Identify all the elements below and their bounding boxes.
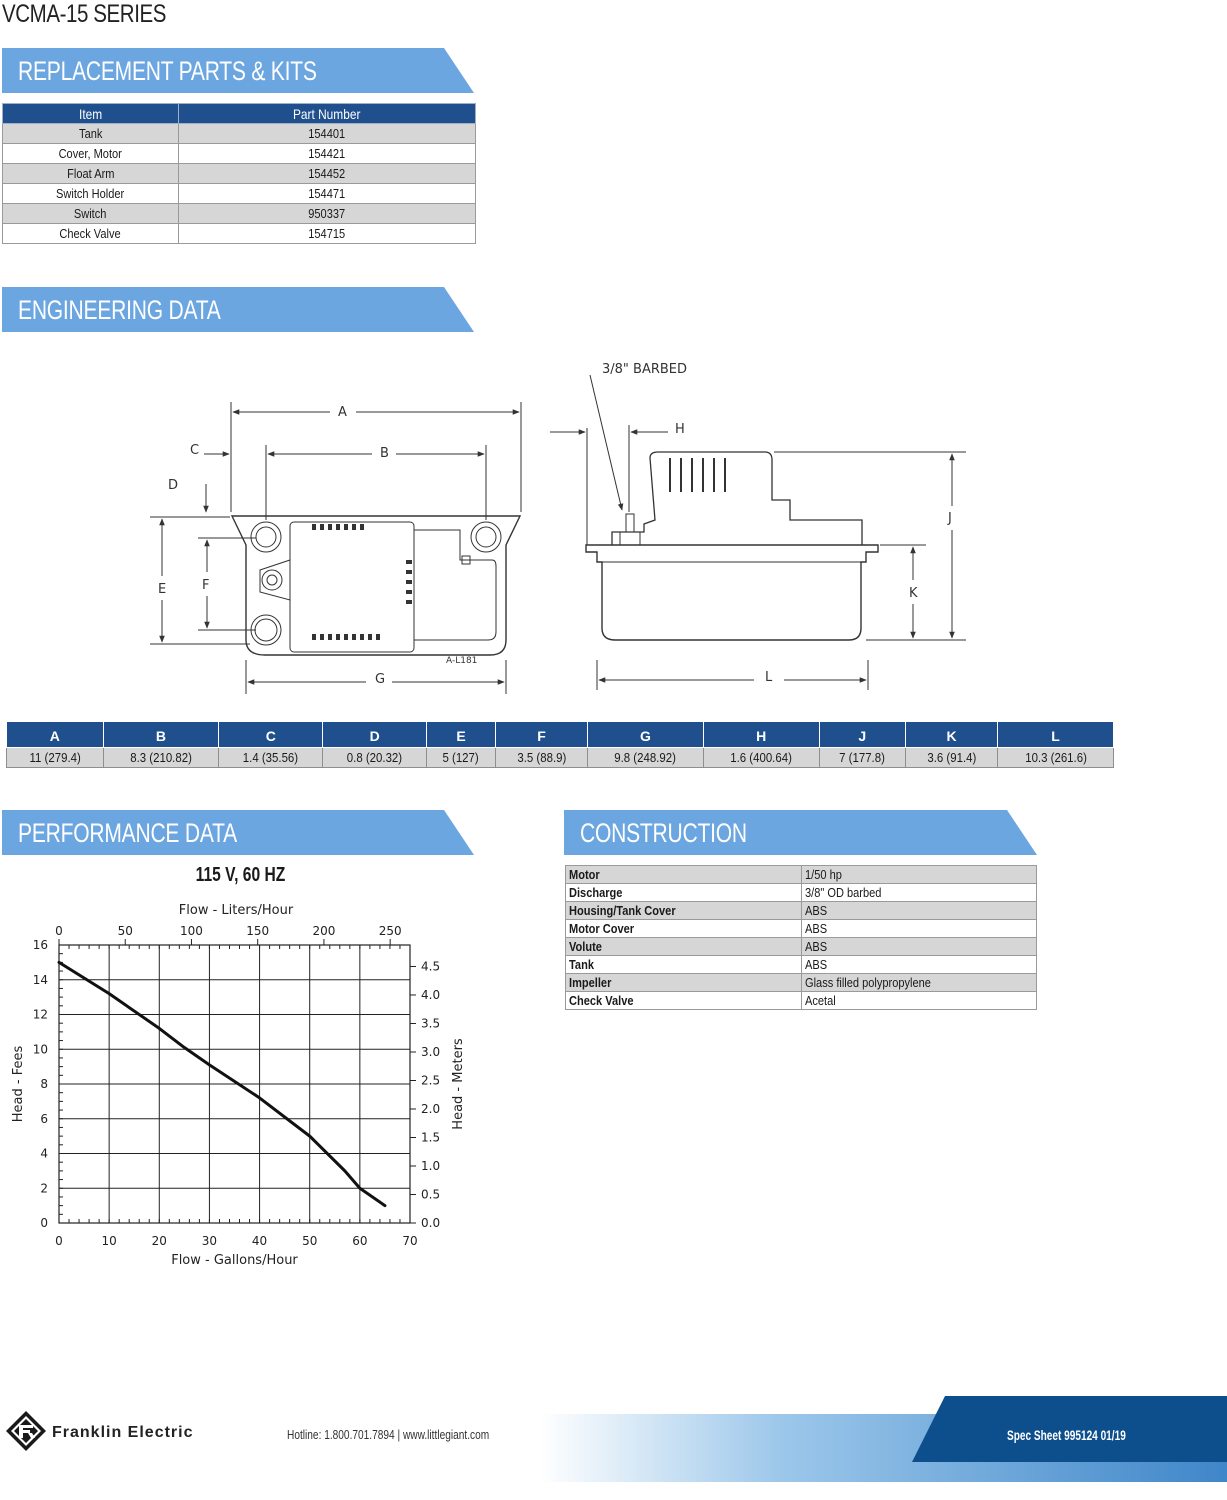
y2-tick-label: 2.5 (421, 1073, 441, 1088)
table-row: Switch Holder 154471 (3, 184, 476, 204)
table-row (7, 748, 1114, 768)
x-tick-label: 60 (352, 1234, 368, 1248)
dim-label-d: D (168, 478, 179, 493)
chart-title: 115 V, 60 HZ (195, 864, 285, 886)
table-row: Tank 154401 (3, 124, 476, 144)
x2-axis-label: Flow - Liters/Hour (178, 903, 294, 918)
brand-name: Franklin Electric (52, 1424, 194, 1441)
table-row: Check Valve Acetal (566, 992, 1037, 1010)
dim-value: 7 (177.8) (839, 750, 886, 765)
construction-table (565, 865, 1037, 1010)
table-row: Housing/Tank Cover ABS (566, 902, 1037, 920)
dim-header: A (7, 722, 104, 748)
dim-value: 3.5 (88.9) (517, 750, 566, 765)
dimension-table (6, 721, 1114, 768)
dim-label-k: K (909, 586, 918, 601)
x-tick-label: 10 (101, 1234, 117, 1248)
dim-header: B (103, 722, 219, 748)
spec-sheet-label: Spec Sheet 995124 01/19 (1007, 1427, 1126, 1443)
parts-table (2, 103, 476, 244)
y-tick-label: 14 (32, 972, 48, 987)
table-row: Discharge 3/8" OD barbed (566, 884, 1037, 902)
x-axis-label: Flow - Gallons/Hour (171, 1253, 298, 1268)
dim-value: 5 (127) (442, 750, 480, 765)
x-tick-label: 50 (302, 1234, 318, 1248)
dim-header: H (703, 722, 819, 748)
y-tick-label: 10 (32, 1042, 48, 1057)
x2-tick-label: 0 (55, 924, 63, 938)
dim-value: 9.8 (248.92) (614, 750, 677, 765)
franklin-electric-logo-icon (4, 1409, 48, 1453)
dim-value: 8.3 (210.82) (130, 750, 192, 765)
y-tick-label: 16 (32, 938, 48, 952)
y2-axis-label: Head - Meters (451, 1038, 466, 1130)
dim-header: C (219, 722, 323, 748)
table-row: Volute ABS (566, 938, 1037, 956)
dim-header: K (905, 722, 997, 748)
dim-value: 3.6 (91.4) (927, 750, 977, 765)
section-banner-engineering: ENGINEERING DATA (2, 287, 474, 332)
y2-tick-label: 4.0 (421, 987, 441, 1002)
dim-label-a: A (338, 405, 347, 420)
y-tick-label: 12 (32, 1007, 48, 1022)
y2-tick-label: 3.5 (421, 1016, 441, 1031)
table-row: Check Valve 154715 (3, 224, 476, 244)
barbed-callout: 3/8" BARBED (602, 362, 688, 377)
y2-tick-label: 2.0 (421, 1101, 441, 1116)
section-banner-performance: PERFORMANCE DATA (2, 810, 474, 855)
footer-band (540, 1396, 1227, 1500)
dim-header: J (819, 722, 905, 748)
parts-header-part-number: Part Number (179, 104, 476, 124)
performance-chart (0, 895, 480, 1275)
dim-label-c: C (190, 443, 200, 458)
x-tick-label: 30 (201, 1234, 218, 1248)
x2-tick-label: 100 (180, 924, 203, 938)
dim-label-f: F (202, 578, 210, 593)
x-tick-label: 70 (402, 1234, 418, 1248)
hotline-text: Hotline: 1.800.701.7894 | www.littlegiant.com (287, 1427, 490, 1442)
x-tick-label: 0 (55, 1234, 63, 1248)
x2-tick-label: 200 (312, 924, 336, 938)
dim-header: E (427, 722, 496, 748)
y-tick-label: 2 (40, 1181, 48, 1196)
x2-tick-label: 250 (378, 924, 402, 938)
dim-label-j: J (948, 511, 952, 526)
table-row: Cover, Motor 154421 (3, 144, 476, 164)
y2-tick-label: 4.5 (421, 959, 441, 974)
engineering-drawing (0, 340, 1227, 700)
y2-tick-label: 0.5 (421, 1187, 441, 1202)
y-tick-label: 8 (40, 1077, 48, 1091)
y2-tick-label: 3.0 (421, 1044, 441, 1059)
dim-label-b: B (380, 446, 389, 461)
y2-tick-label: 1.0 (421, 1158, 441, 1173)
y-tick-label: 6 (40, 1111, 48, 1126)
table-row: Float Arm 154452 (3, 164, 476, 184)
y-tick-label: 4 (40, 1146, 48, 1161)
dim-label-h: H (675, 422, 685, 437)
section-banner-construction: CONSTRUCTION (564, 810, 1037, 855)
x2-tick-label: 150 (246, 924, 270, 938)
dim-value: 1.6 (400.64) (730, 750, 793, 765)
drawing-id: A-L181 (446, 656, 478, 666)
y2-tick-label: 0.0 (421, 1216, 441, 1230)
y-axis-label: Head - Fees (11, 1045, 26, 1123)
dim-label-e: E (158, 582, 167, 597)
series-title: VCMA-15 SERIES (2, 0, 167, 28)
parts-header-item: Item (3, 104, 179, 124)
table-row: Impeller Glass filled polypropylene (566, 974, 1037, 992)
dim-header: L (998, 722, 1114, 748)
dim-header: F (495, 722, 587, 748)
dim-header: G (588, 722, 704, 748)
dim-label-g: G (375, 672, 386, 687)
dim-value: 0.8 (20.32) (347, 750, 403, 765)
y2-tick-label: 1.5 (421, 1130, 441, 1145)
table-row: Motor 1/50 hp (566, 866, 1037, 884)
dim-label-l: L (765, 670, 773, 685)
table-row: Motor Cover ABS (566, 920, 1037, 938)
section-banner-parts: REPLACEMENT PARTS & KITS (2, 48, 474, 93)
dim-value: 10.3 (261.6) (1024, 750, 1087, 765)
y-tick-label: 0 (40, 1216, 48, 1230)
dim-value: 11 (279.4) (29, 750, 81, 765)
dim-value: 1.4 (35.56) (243, 750, 299, 765)
x-tick-label: 20 (151, 1234, 167, 1248)
table-row: Tank ABS (566, 956, 1037, 974)
dim-header: D (323, 722, 427, 748)
x-tick-label: 40 (251, 1234, 268, 1248)
x2-tick-label: 50 (117, 924, 133, 938)
table-row: Switch 950337 (3, 204, 476, 224)
